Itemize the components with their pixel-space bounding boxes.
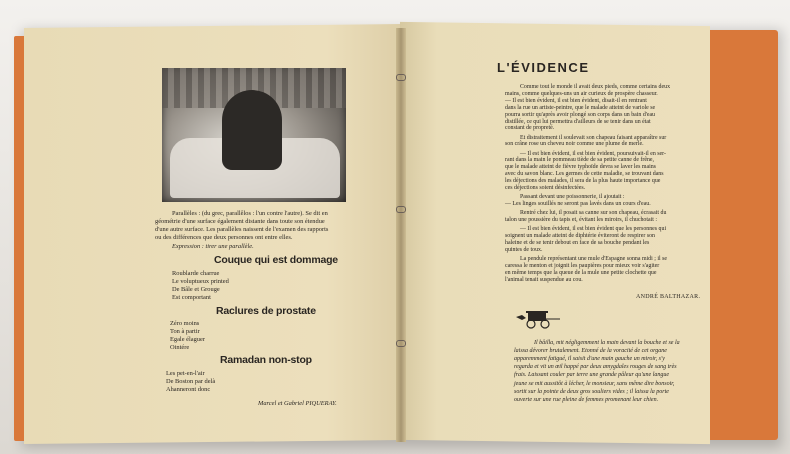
body-line: constant de propreté. xyxy=(505,125,555,132)
body-line: que le malade atteint de fièvre typhoïde devra se laver les mains xyxy=(505,164,656,171)
body-line: caressa le menton et joignit les paupières pour mieux voir s'agiter xyxy=(505,262,660,269)
poem-line: Egale élaguer xyxy=(170,336,205,343)
poem-line: De Bâle et Grouge xyxy=(172,286,220,293)
section-heading: Raclures de prostate xyxy=(216,305,316,317)
body-line: rant dans la main le pommeau tiède de sa petite canne de frêne, xyxy=(505,157,655,164)
body-line: — Les linges souillés ne seront pas lavés dans un cours d'eau. xyxy=(505,201,651,207)
closing-line: sortit sur la pointe de deux gros souliers vides ; il laissa la porte xyxy=(514,388,669,395)
poem-line: Ointére xyxy=(170,344,190,351)
closing-line: apparemment fatigué, il saisit d'une main gauche un miroir, s'y xyxy=(514,356,665,363)
poem-line: Ton à partir xyxy=(170,328,200,335)
spine-gutter xyxy=(396,28,406,442)
expression-line: Expression : tirer une parallèle. xyxy=(172,243,254,250)
definition-line: ou des différences que deux personnes ont entre elles. xyxy=(155,234,293,241)
poem-line: Roublarde charrue xyxy=(172,270,220,277)
section-heading: Ramadan non-stop xyxy=(220,354,312,366)
body-line: Passant devant une poissonnerie, il ajoutait : xyxy=(520,194,625,201)
definition-line: Parallèles : (du grec, parallêlos : l'un contre l'autre). Se dit en xyxy=(172,210,328,217)
body-line: quintes de toux. xyxy=(505,246,543,253)
definition-line: d'une autre surface. Les parallèles naissent de l'examen des rapports xyxy=(155,226,329,233)
closing-line: Il bâilla, mit négligemment la main devant la bouche et se la xyxy=(534,340,680,346)
binding-ring xyxy=(396,340,406,347)
body-line: Rentré chez lui, il posait sa canne sur son chapeau, écrasait du xyxy=(520,210,667,217)
author-signature: ANDRÉ BALTHAZAR. xyxy=(636,294,701,300)
closing-line: frais. Laissant couler par terre une grande pâleur qu'une langue xyxy=(514,372,670,379)
body-line: distillée, ce qui lui permettra d'ailleurs de se tenir dans un état xyxy=(505,118,651,125)
body-line: La pendule représentant une mule d'Espagne sonna midi ; il se xyxy=(520,255,667,262)
body-line: dans la rue un artiste-peintre, que le malade atteint de variole se xyxy=(505,104,656,111)
body-line: haleine et de se tenir debout en face de sa bouche pendant les xyxy=(505,239,650,246)
photo-figure xyxy=(222,90,282,170)
closing-line: jeune se mit aussitôt à lécher, le monsieur, sans même dire bonsoir, xyxy=(514,380,675,387)
body-line: l'animal tenait suspendue au cou. xyxy=(505,276,583,283)
body-line: soignent un malade atteint de diphtérie éviteront de respirer son xyxy=(505,233,655,239)
binding-ring xyxy=(396,206,406,213)
definition-line: géométrie d'une surface également distante dans toute son étendue xyxy=(155,218,325,225)
closing-line: regarda et vit un œil happé par deux amygdales rouges de sang très xyxy=(514,364,677,371)
body-line: Et distraitement il soulevait son chapeau faisant apparaître sur xyxy=(520,134,667,141)
photo-illustration xyxy=(162,68,346,202)
body-line: pourra sortir qu'après avoir plongé son corps dans un bain d'eau xyxy=(505,111,656,118)
body-line: les déjections des malades, il sera de la plus haute importance que xyxy=(505,178,661,185)
body-line: mains, comme quelques-uns un air curieux de prospère chasseur. xyxy=(505,90,658,97)
poem-line: Le voluptueux printed xyxy=(172,278,229,285)
signature: Marcel et Gabriel PIQUERAY. xyxy=(258,400,337,407)
poem-line: Est comportant xyxy=(172,294,211,301)
poem-line: Zéro moins xyxy=(170,320,200,327)
body-line: — Il est bien évident, il est bien évident, poursuivait-il en ser- xyxy=(520,150,666,157)
poem-line: Ahanneront donc xyxy=(166,386,211,393)
page-title: L'ÉVIDENCE xyxy=(497,60,590,75)
body-line: ces déjections soient désinfectées. xyxy=(505,185,586,191)
carriage-icon xyxy=(514,309,562,329)
body-line: — Il est bien évident, il est bien évident, disait-il en rentrant xyxy=(505,97,647,104)
body-line: avec du savon blanc. Les germes de cette maladie, se trouvant dans xyxy=(505,171,664,178)
body-line: en même temps que la queue de la mule une petite clochette que xyxy=(505,269,657,276)
body-line: — Il est bien évident, il est bien évident que les personnes qui xyxy=(520,226,667,233)
closing-line: ouverte sur une rue pleine de femmes promenant leur chien. xyxy=(514,396,659,403)
poem-line: De Boston par delà xyxy=(166,378,216,385)
body-line: Comme tout le monde il avait deux pieds, comme certains deux xyxy=(520,84,671,90)
body-line: son crâne rose un cheveu noir comme une plume de merle. xyxy=(505,141,644,148)
binding-ring xyxy=(396,74,406,81)
cover-edge-right xyxy=(700,30,778,440)
closing-line: laissa dévorer brutalement. Etonné de la voracité de cet organe xyxy=(514,348,667,355)
body-line: talon une poussière du tapis et, évitant les miroirs, il chuchotait : xyxy=(505,217,657,223)
section-heading: Couque qui est dommage xyxy=(214,254,338,266)
poem-line: Les pet-en-l'air xyxy=(166,370,205,377)
